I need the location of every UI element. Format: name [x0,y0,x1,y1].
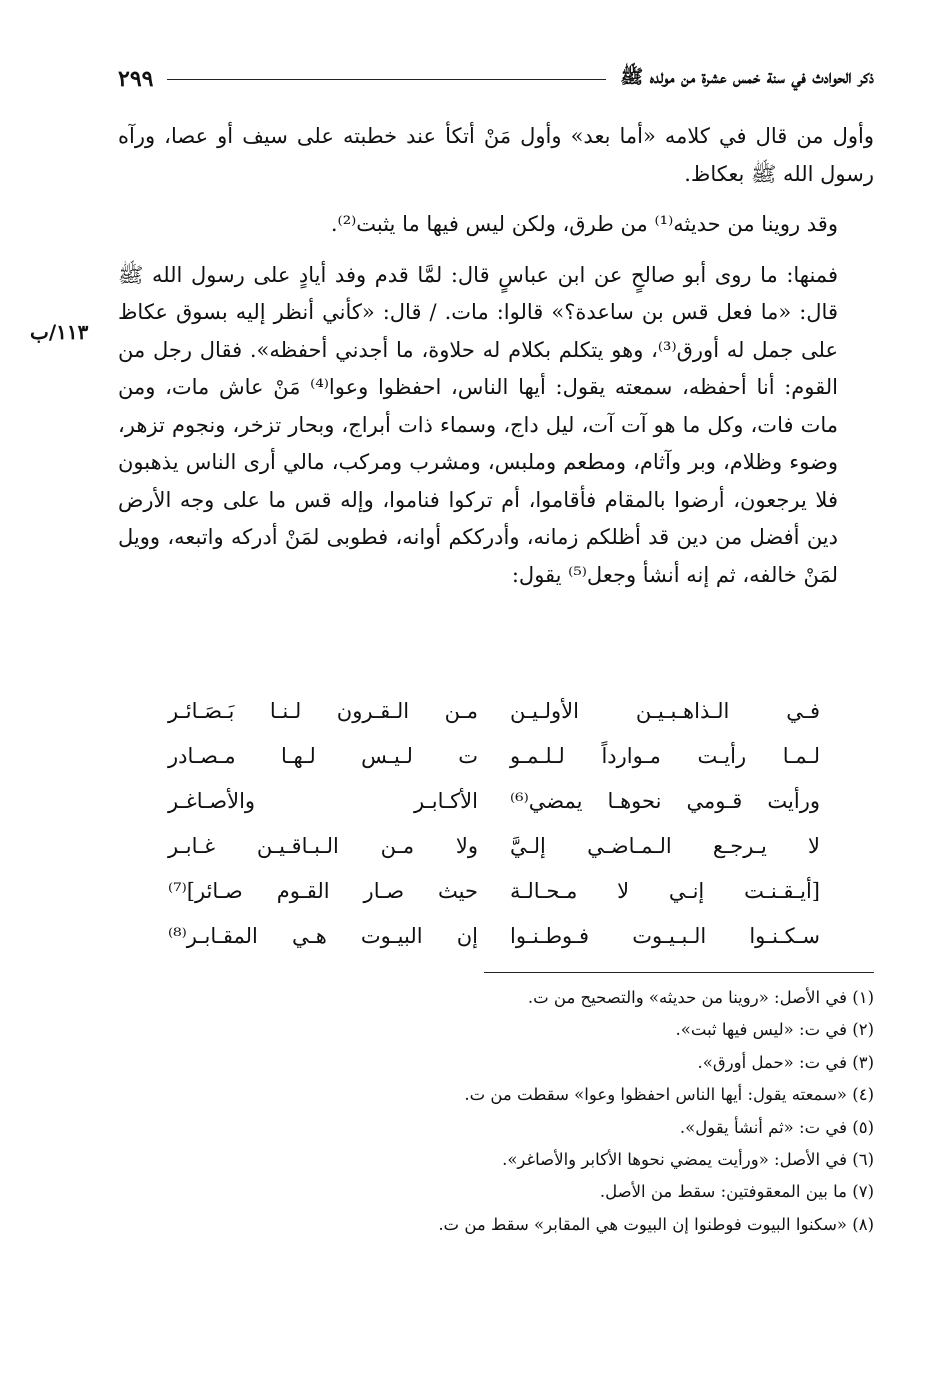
footnote-separator [484,972,874,973]
verse-first-hemistich: ورأيت قـومي نحوهـا يمضي⁽⁶⁾ [510,788,820,813]
poem-verse [168,778,820,823]
footnote: (٢) في ت: «ليس فيها ثبت». [675,1020,874,1040]
verse-first-hemistich: فـي الـذاهـبـيـن الأولـيـن [510,698,820,723]
manuscript-folio-note: ١١٣/ب [30,320,89,344]
poem-verse [168,823,820,868]
paragraph: وأول من قال في كلامه «أما بعد» وأول مَنْ أتكأ عند خطبته على سيف أو عصا، ورآه رسول الله ﷺ بعكاظ. [118,124,874,186]
verse-first-hemistich: لا يـرجـع الـمـاضـي إلـيَّ [510,833,820,858]
poem-verse [168,868,820,913]
verse-first-hemistich: لـمـا رأيـت مـوارداً لـلـمـو [510,743,820,768]
footnote: (٣) في ت: «حمل أورق». [697,1052,874,1072]
header-rule [167,79,606,80]
paragraph: وقد روينا من حديثه⁽¹⁾ من طرق، ولكن ليس فيها ما يثبت⁽²⁾. [330,212,838,236]
verse-second-hemistich: مـن الـقـرون لـنـا بَـصَـائـر [168,698,478,723]
verse-second-hemistich: إن البيـوت هـي المقـابـر⁽⁸⁾ [168,923,478,948]
main-text [118,118,874,594]
paragraph: فمنها: ما روى أبو صالحٍ عن ابن عباسٍ قال: لمَّا قدم وفد أيادٍ على رسول الله ﷺ قال: «ما فعل قس بن ساعدة؟» قالوا: مات. / قال: «كأني أنظر إليه بسوق عكاظ على جمل له أورق⁽³⁾، وهو يتكلم بكلام له حلاوة، ما أجدني أحفظه». فقال رجل من القوم: أنا أحفظه، سمعته يقول: أيها الناس، احفظوا وعوا⁽⁴⁾ مَنْ عاش مات، ومن مات فات، وكل ما هو آت آت، ليل داج، وسماء ذات أبراج، وبحار تزخر، ونجوم تزهر، وضوء وظلام، وبر وآثام، ومطعم وملبس، ومشرب ومركب، مالي أرى الناس يذهبون فلا يرجعون، أرضوا بالمقام فأقاموا، أم تركوا فناموا، وإله قس ما على وجه الأرض دين أفضل من دين قد أظلكم زمانه، وأدرككم أوانه، فطوبى لمَنْ أدركه واتبعه، وويل لمَنْ خالفه، ثم إنه أنشأ وجعل⁽⁵⁾ يقول: [118,262,839,587]
poem-verse [168,913,820,958]
footnote: (٥) في ت: «ثم أنشأ يقول». [679,1117,874,1137]
verse-first-hemistich: سـكـنـوا الـبـيـوت فـوطـنـوا [510,923,820,948]
footnote: (٤) «سمعته يقول: أيها الناس احفظوا وعوا» سقطت من ت. [464,1085,874,1105]
verse-first-hemistich: [أيـقـنـت إنـي لا مـحـالـة [510,878,820,903]
footnote: (٨) «سكنوا البيوت فوطنوا إن البيوت هي المقابر» سقط من ت. [438,1214,874,1234]
verse-second-hemistich: ولا مـن الـبـاقـيـن غـابـر [168,833,478,858]
footnote: (٦) في الأصل: «ورأيت يمضي نحوها الأكابر والأصاغر». [502,1150,874,1170]
poem [168,688,820,958]
verse-second-hemistich: ت لـيـس لـهـا مـصـادر [168,743,478,768]
poem-verse [168,688,820,733]
chapter-title: ذكر الحوادث في سنة خمس عشرة من مولده ﷺ [620,66,874,88]
footnotes [200,982,874,1241]
page-number: ٢٩٩ [118,66,154,92]
running-header [118,62,874,96]
footnote: (٧) ما بين المعقوفتين: سقط من الأصل. [599,1182,874,1202]
verse-second-hemistich: الأكـابـر والأصـاغـر [168,788,478,813]
verse-second-hemistich: حيث صـار القـوم صـائر]⁽⁷⁾ [168,878,478,903]
poem-verse [168,733,820,778]
footnote: (١) في الأصل: «روينا من حديثه» والتصحيح من ت. [527,988,874,1007]
